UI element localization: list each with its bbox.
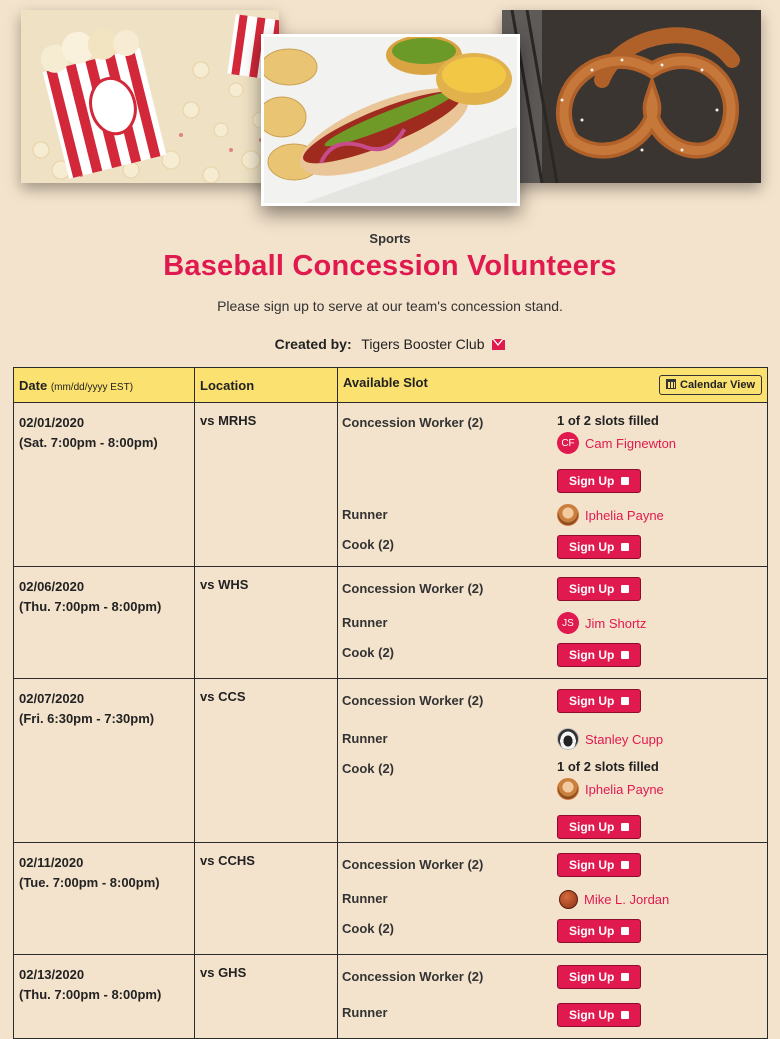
- category-label: Sports: [369, 231, 411, 246]
- slot-name: Concession Worker (2): [342, 415, 484, 430]
- event-date-cell: [14, 403, 195, 567]
- table-header-row: [14, 368, 768, 403]
- sign-up-label: Sign Up: [569, 474, 615, 488]
- volunteer: [557, 727, 767, 751]
- created-by-label: Created by:: [274, 336, 352, 352]
- volunteer-name[interactable]: Cam Fignewton: [585, 435, 677, 451]
- event-slots-cell: [338, 679, 768, 843]
- slot-status: [557, 919, 767, 943]
- event-time: (Sat. 7:00pm - 8:00pm): [19, 435, 158, 450]
- slot-name: Concession Worker (2): [342, 857, 484, 872]
- slot-status: [557, 759, 767, 839]
- event-slots-cell: [338, 567, 768, 679]
- avatar-photo: [557, 504, 579, 526]
- avatar-photo: [557, 778, 579, 800]
- event-date: 02/07/2020: [19, 691, 85, 706]
- slot-status: [557, 611, 767, 635]
- event-date: 02/06/2020: [19, 579, 85, 594]
- event-location: vs CCS: [195, 679, 338, 843]
- event-slots-cell: [338, 843, 768, 955]
- hot-dog-photo: [261, 34, 520, 206]
- slot-name: Concession Worker (2): [342, 581, 484, 596]
- volunteer-name[interactable]: Mike L. Jordan: [584, 891, 670, 907]
- calendar-view-button[interactable]: [659, 375, 762, 395]
- event-date-cell: [14, 955, 195, 1039]
- slot-name: Runner: [342, 891, 388, 906]
- checkbox-icon: [621, 823, 629, 831]
- calendar-icon: [666, 379, 676, 389]
- slot-row: [338, 413, 767, 493]
- slot-status: [557, 643, 767, 667]
- event-time: (Fri. 6:30pm - 7:30pm): [19, 711, 155, 726]
- event-location: vs GHS: [195, 955, 338, 1039]
- slot-status: [557, 727, 767, 751]
- slot-row: [338, 759, 767, 839]
- event-row: [14, 843, 768, 955]
- volunteer: [557, 431, 767, 455]
- pretzel-photo: [502, 10, 761, 183]
- event-date: 02/01/2020: [19, 415, 85, 430]
- sign-up-label: Sign Up: [569, 820, 615, 834]
- sign-up-label: Sign Up: [569, 540, 615, 554]
- slot-status: [557, 503, 767, 527]
- sign-up-button[interactable]: [557, 815, 641, 839]
- location-column-header: Location: [195, 368, 338, 403]
- volunteer: [557, 887, 767, 911]
- slot-name: Cook (2): [342, 537, 394, 552]
- checkbox-icon: [621, 651, 629, 659]
- date-header-label: Date: [19, 377, 48, 393]
- slots-filled-count: 1 of 2 slots filled: [557, 413, 659, 428]
- slot-column-header: [338, 368, 768, 403]
- popcorn-photo: [21, 10, 279, 183]
- sign-up-label: Sign Up: [569, 582, 615, 596]
- volunteer-name[interactable]: Jim Shortz: [585, 615, 647, 631]
- event-time: (Tue. 7:00pm - 8:00pm): [19, 875, 160, 890]
- event-date: 02/11/2020: [19, 855, 84, 870]
- slot-name: Runner: [342, 1005, 388, 1020]
- sign-up-button[interactable]: [557, 469, 641, 493]
- slot-status: [557, 965, 767, 989]
- volunteer-name[interactable]: Iphelia Payne: [585, 781, 664, 797]
- checkbox-icon: [621, 697, 629, 705]
- event-date-cell: [14, 679, 195, 843]
- event-date-cell: [14, 567, 195, 679]
- sign-up-button[interactable]: [557, 689, 641, 713]
- calendar-view-label: Calendar View: [680, 379, 755, 391]
- slot-row: [338, 919, 767, 943]
- volunteer-name[interactable]: Stanley Cupp: [585, 731, 664, 747]
- event-location: vs WHS: [195, 567, 338, 679]
- event-time: (Thu. 7:00pm - 8:00pm): [19, 599, 162, 614]
- sign-up-button[interactable]: [557, 577, 641, 601]
- date-column-header: [14, 368, 195, 403]
- slot-row: [338, 689, 767, 713]
- volunteer: [557, 777, 767, 801]
- event-row: [14, 403, 768, 567]
- event-row: [14, 679, 768, 843]
- slot-name: Runner: [342, 731, 388, 746]
- volunteer-name[interactable]: Iphelia Payne: [585, 507, 664, 523]
- creator-name: Tigers Booster Club: [361, 336, 485, 352]
- avatar: CF: [557, 432, 579, 454]
- sign-up-label: Sign Up: [569, 858, 615, 872]
- event-location: vs MRHS: [195, 403, 338, 567]
- sign-up-button[interactable]: [557, 853, 641, 877]
- event-date: 02/13/2020: [19, 967, 85, 982]
- slot-status: [557, 887, 767, 911]
- slot-row: [338, 727, 767, 751]
- sign-up-label: Sign Up: [569, 694, 615, 708]
- checkbox-icon: [621, 585, 629, 593]
- event-slots-cell: [338, 403, 768, 567]
- avatar: JS: [557, 612, 579, 634]
- sign-up-button[interactable]: [557, 965, 641, 989]
- sign-up-label: Sign Up: [569, 970, 615, 984]
- slot-row: [338, 535, 767, 559]
- checkbox-icon: [621, 861, 629, 869]
- sign-up-label: Sign Up: [569, 1008, 615, 1022]
- checkbox-icon: [621, 477, 629, 485]
- slot-row: [338, 577, 767, 601]
- slot-row: [338, 503, 767, 527]
- slot-row: [338, 643, 767, 667]
- date-format-note: (mm/dd/yyyy EST): [50, 381, 134, 393]
- slot-row: [338, 611, 767, 635]
- slot-status: [557, 853, 767, 877]
- event-date-cell: [14, 843, 195, 955]
- slot-name: Concession Worker (2): [342, 693, 484, 708]
- checkbox-icon: [621, 543, 629, 551]
- avatar-photo: [557, 728, 579, 750]
- slot-status: [557, 1003, 767, 1027]
- slot-status: [557, 577, 767, 601]
- slot-status: [557, 413, 767, 493]
- signup-table: [13, 367, 768, 1039]
- slot-row: [338, 887, 767, 911]
- sign-up-button[interactable]: [557, 535, 641, 559]
- sign-up-label: Sign Up: [569, 648, 615, 662]
- page-title: Baseball Concession Volunteers: [163, 250, 617, 282]
- slot-status: [557, 535, 767, 559]
- slot-name: Runner: [342, 507, 388, 522]
- checkbox-icon: [621, 927, 629, 935]
- sign-up-button[interactable]: [557, 1003, 641, 1027]
- created-by: [0, 336, 780, 352]
- volunteer: [557, 503, 767, 527]
- slot-row: [338, 853, 767, 877]
- sign-up-button[interactable]: [557, 919, 641, 943]
- sign-up-label: Sign Up: [569, 924, 615, 938]
- slots-filled-count: 1 of 2 slots filled: [557, 759, 659, 774]
- event-time: (Thu. 7:00pm - 8:00pm): [19, 987, 162, 1002]
- slot-name: Cook (2): [342, 921, 394, 936]
- mail-icon[interactable]: [492, 340, 505, 350]
- event-row: [14, 567, 768, 679]
- checkbox-icon: [621, 1011, 629, 1019]
- slot-name: Concession Worker (2): [342, 969, 484, 984]
- slot-name: Runner: [342, 615, 388, 630]
- volunteer: [557, 611, 767, 635]
- slot-header-label: Available Slot: [343, 375, 428, 390]
- slot-row: [338, 965, 767, 989]
- sign-up-button[interactable]: [557, 643, 641, 667]
- event-slots-cell: [338, 955, 768, 1039]
- slot-row: [338, 1003, 767, 1027]
- basketball-avatar-icon: [559, 890, 578, 909]
- slot-name: Cook (2): [342, 645, 394, 660]
- page-description: Please sign up to serve at our team's concession stand.: [217, 298, 563, 314]
- event-row: [14, 955, 768, 1039]
- event-location: vs CCHS: [195, 843, 338, 955]
- checkbox-icon: [621, 973, 629, 981]
- slot-name: Cook (2): [342, 761, 394, 776]
- slot-status: [557, 689, 767, 713]
